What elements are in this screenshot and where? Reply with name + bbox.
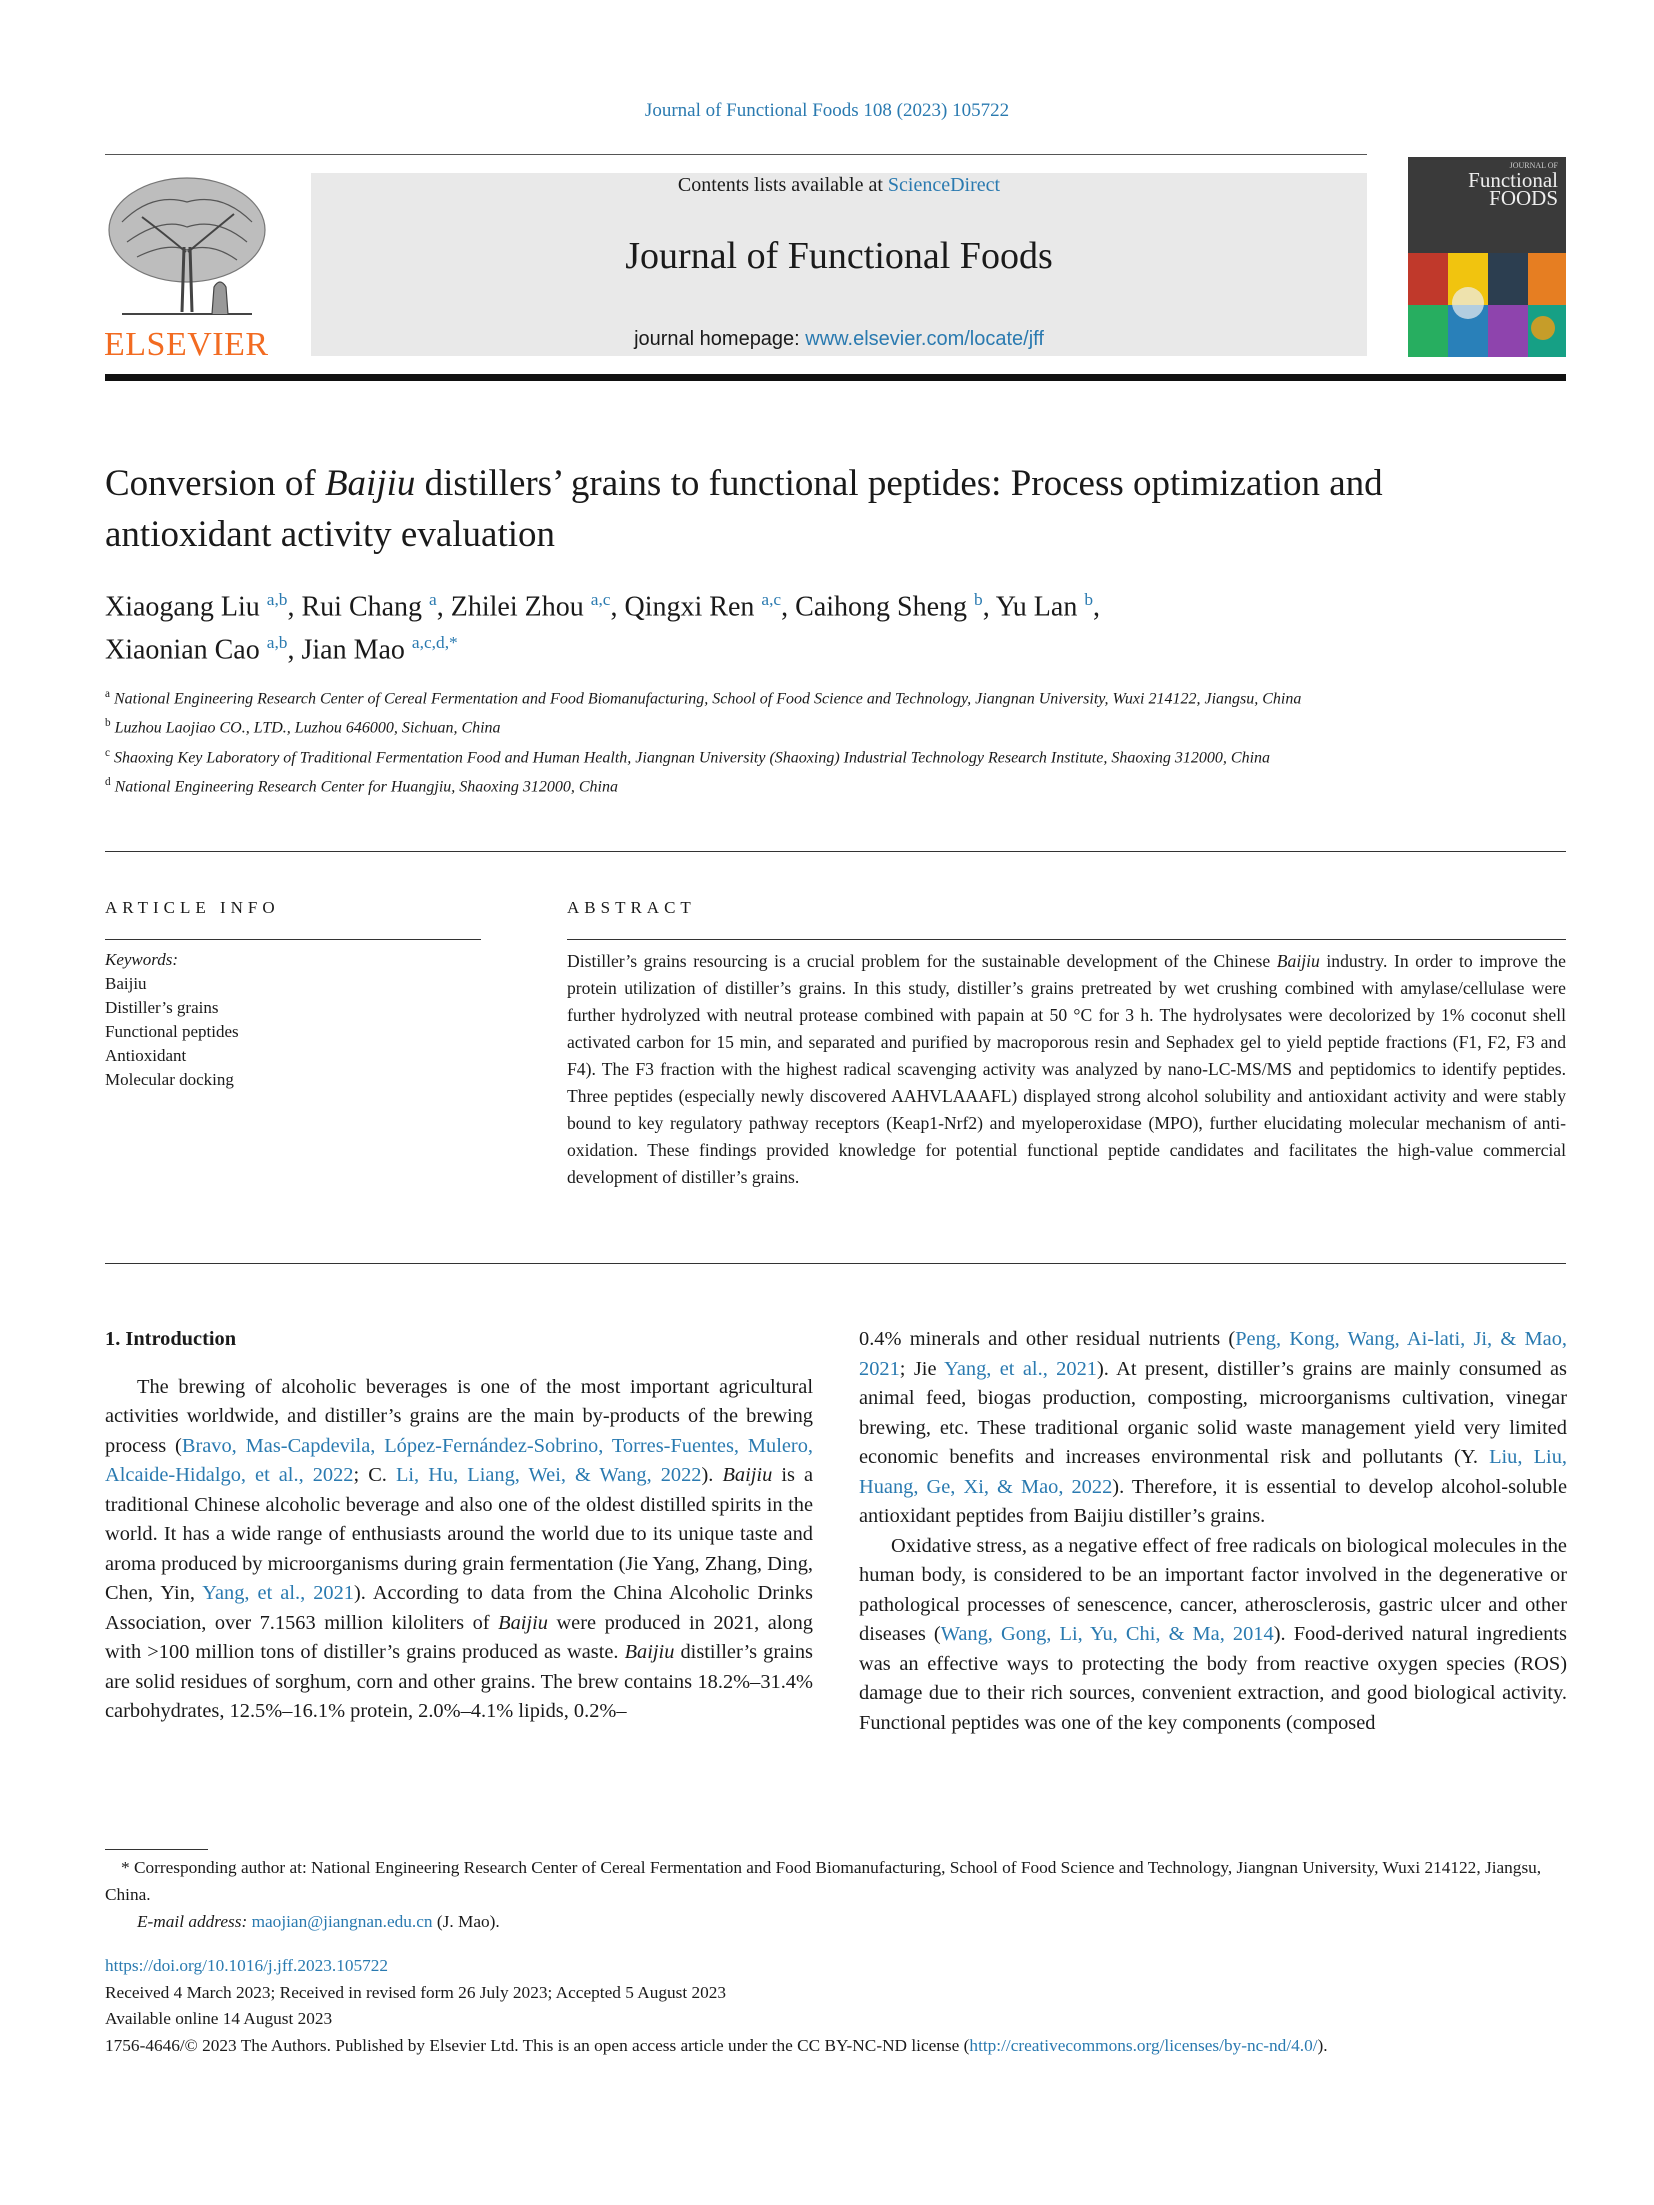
author-separator: , bbox=[781, 591, 796, 623]
cover-title bbox=[1408, 168, 1566, 210]
article-info-heading: ARTICLE INFO bbox=[105, 898, 280, 917]
received-dates: Received 4 March 2023; Received in revised form 26 July 2023; Accepted 5 August 2023 bbox=[105, 1982, 727, 2002]
author-separator: , bbox=[982, 591, 996, 623]
elsevier-wordmark: ELSEVIER bbox=[104, 326, 269, 363]
doi-link[interactable]: https://doi.org/10.1016/j.jff.2023.105722 bbox=[105, 1956, 389, 1975]
email-suffix: (J. Mao). bbox=[432, 1912, 500, 1931]
text: 0.4% minerals and other residual nutrients ( bbox=[859, 1328, 1236, 1350]
cover-title-line1: Functional bbox=[1468, 168, 1558, 192]
text: distiller’s grains are solid residues of sorghum, corn and other grains. The brew contains 18.2%–31.4% carbohydrates, 12.5%–16.1% protein, 2.0%–4.1% lipids, 0.2%– bbox=[105, 1641, 813, 1722]
citation-link[interactable]: Wang, Gong, Li, Yu, Chi, & Ma, 2014 bbox=[940, 1623, 1274, 1645]
author[interactable]: Yu Lan bbox=[995, 591, 1078, 623]
homepage-line bbox=[311, 328, 1367, 351]
corresp-text: Corresponding author at: National Engineering Research Center of Cereal Fermentation and Food Biomanufacturing, School of Food Science and Technology, Jiangnan University, Wuxi 214122, Jiangsu, China. bbox=[105, 1858, 1542, 1904]
italic-term: Baijiu bbox=[722, 1464, 773, 1486]
body-column-left bbox=[105, 1325, 813, 1727]
text: ; C. bbox=[353, 1464, 396, 1486]
author[interactable]: Qingxi Ren bbox=[624, 591, 755, 623]
affiliation bbox=[105, 711, 1405, 740]
author[interactable]: Zhilei Zhou bbox=[450, 591, 584, 623]
title-part-2: distillers’ grains to functional peptides: Process optimization and antioxidant activity evaluation bbox=[105, 463, 1383, 555]
elsevier-tree-icon bbox=[102, 172, 272, 322]
affiliation bbox=[105, 682, 1405, 711]
keyword: Baijiu bbox=[105, 974, 147, 993]
paragraph bbox=[859, 1325, 1567, 1532]
keyword: Functional peptides bbox=[105, 1022, 239, 1041]
journal-title: Journal of Functional Foods bbox=[625, 235, 1053, 277]
paragraph bbox=[105, 1373, 813, 1727]
author[interactable]: Caihong Sheng bbox=[795, 591, 968, 623]
text: ). Therefore, it is essential to develop alcohol-soluble antioxidant peptides from Baijiu distiller’s grains. bbox=[859, 1475, 1567, 1527]
affiliation-text: Shaoxing Key Laboratory of Traditional Fermentation Food and Human Health, Jiangnan University (Shaoxing) Industrial Technology Research Institute, Shaoxing 312000, China bbox=[113, 748, 1271, 766]
email-line bbox=[105, 1908, 1566, 1935]
divider bbox=[567, 939, 1566, 940]
article-title bbox=[105, 458, 1505, 560]
cover-title-line2: FOODS bbox=[1489, 186, 1558, 210]
divider bbox=[105, 851, 1566, 852]
affiliation bbox=[105, 770, 1405, 799]
citation-link[interactable]: Yang, et al., 2021 bbox=[944, 1357, 1097, 1380]
italic-term: Baijiu bbox=[624, 1641, 675, 1663]
license-end: ). bbox=[1317, 2035, 1328, 2055]
corresponding-author-note bbox=[105, 1854, 1566, 1935]
contents-line bbox=[311, 174, 1367, 197]
footnote-rule bbox=[105, 1849, 208, 1850]
author[interactable]: Xiaogang Liu bbox=[105, 591, 260, 623]
author-affiliation-sup[interactable]: b bbox=[974, 590, 983, 609]
corresp-line bbox=[105, 1854, 1566, 1908]
text: ; Jie bbox=[899, 1357, 945, 1380]
italic-term: Baijiu bbox=[498, 1611, 548, 1634]
citation-link[interactable]: Yang, et al., 2021 bbox=[202, 1582, 355, 1604]
author[interactable]: Xiaonian Cao bbox=[105, 634, 260, 666]
keyword: Distiller’s grains bbox=[105, 998, 219, 1017]
author-separator: , bbox=[436, 591, 451, 623]
abstract-part-2: industry. In order to improve the protein utilization of distiller’s grains. In this study, distiller’s grains pretreated by wet crushing combined with amylase/cellulase were further hydrolyzed with neutral protease combined with papain at 50 °C for 3 h. The hydrolysates were decolorized by 1% coconut shell activated carbon for 15 min, and separated and purified by macroporous resin and Sephadex gel to yield peptide fractions (F1, F2, F3 and F4). The F3 fraction with the highest radical scavenging activity was analyzed by nano-LC-MS/MS and peptidomics to identify peptides. Three peptides (especially newly discovered AAHVLAAAFL) displayed strong alcohol solubility and antioxidant activity and were stably bound to key regulatory pathway receptors (Keap1-Nrf2) and myeloperoxidase (MPO), further elucidating molecular mechanism of anti-oxidation. These findings provided knowledge for potential functional peptide candidates and facilitates the high-value commercial development of distiller’s grains. bbox=[567, 951, 1566, 1187]
homepage-prefix: journal homepage: bbox=[634, 328, 806, 350]
author-separator: , bbox=[1093, 591, 1101, 623]
affiliation-text: National Engineering Research Center for Huangjiu, Shaoxing 312000, China bbox=[114, 778, 618, 796]
license-line bbox=[105, 2033, 1566, 2060]
section-heading: 1. Introduction bbox=[105, 1328, 237, 1350]
citation-link[interactable]: Li, Hu, Liang, Wei, & Wang, 2022 bbox=[395, 1464, 702, 1486]
cover-artwork-icon bbox=[1408, 253, 1566, 357]
keyword: Molecular docking bbox=[105, 1070, 234, 1089]
license-link[interactable]: http://creativecommons.org/licenses/by-nc-nd/4.0/ bbox=[969, 2035, 1318, 2055]
citation-link[interactable]: Bravo, Mas-Capdevila, López-Fernández-Sobrino, Torres-Fuentes, Mulero, Alcaide-Hidalgo, et al., 2022 bbox=[105, 1434, 813, 1486]
text: were produced in 2021, along with >100 million tons of distiller’s grains produced as waste. bbox=[105, 1611, 813, 1663]
text: The brewing of alcoholic beverages is one of the most important agricultural activities worldwide, and distiller’s grains are the main by-products of the brewing process ( bbox=[105, 1375, 813, 1457]
top-rule bbox=[105, 154, 1367, 155]
abstract-part-1: Distiller’s grains resourcing is a crucial problem for the sustainable development of the Chinese bbox=[567, 951, 1277, 971]
affiliation-sup: b bbox=[105, 717, 111, 730]
affiliation bbox=[105, 741, 1405, 770]
keywords-label: Keywords: bbox=[105, 950, 179, 969]
license-text: 1756-4646/© 2023 The Authors. Published by Elsevier Ltd. This is an open access article under the CC BY-NC-ND license ( bbox=[105, 2035, 970, 2055]
author-affiliation-sup[interactable]: a,b bbox=[266, 633, 288, 653]
title-italic: Baijiu bbox=[324, 463, 416, 504]
title-part-1: Conversion of bbox=[105, 463, 325, 504]
affiliations bbox=[105, 682, 1405, 799]
citation-link[interactable]: Peng, Kong, Wang, Ai-lati, Ji, & Mao, 2021 bbox=[859, 1328, 1567, 1380]
affiliation-text: National Engineering Research Center of Cereal Fermentation and Food Biomanufacturing, School of Food Science and Technology, Jiangnan University, Wuxi 214122, Jiangsu, China bbox=[113, 690, 1302, 708]
author-affiliation-sup[interactable]: a,c bbox=[590, 590, 611, 609]
abstract-heading: ABSTRACT bbox=[567, 898, 696, 917]
abstract-italic: Baijiu bbox=[1276, 951, 1320, 971]
author-separator: , bbox=[287, 634, 302, 666]
author-affiliation-sup[interactable]: a,c,d,* bbox=[411, 633, 458, 653]
citation-link[interactable]: Liu, Liu, Huang, Ge, Xi, & Mao, 2022 bbox=[859, 1446, 1567, 1498]
divider bbox=[105, 939, 481, 940]
text: ). bbox=[701, 1464, 723, 1486]
affiliation-sup: c bbox=[105, 746, 110, 759]
text: is a traditional Chinese alcoholic beverage and also one of the oldest distilled spirits in the world. It has a wide range of enthusiasts around the world due to its unique taste and aroma produced by microorganisms during grain fermentation (Jie Yang, Zhang, Ding, Chen, Yin, bbox=[105, 1464, 813, 1604]
email-label: E-mail address: bbox=[137, 1912, 252, 1931]
publication-info bbox=[105, 1953, 1566, 2059]
affiliation-sup: d bbox=[105, 775, 111, 788]
cover-journal-of: JOURNAL OF bbox=[1509, 161, 1558, 170]
author-separator: , bbox=[287, 591, 302, 623]
author-list bbox=[105, 582, 1505, 669]
sciencedirect-link[interactable]: ScienceDirect bbox=[887, 174, 1001, 196]
author-affiliation-sup[interactable]: a,b bbox=[266, 590, 288, 609]
homepage-link[interactable]: www.elsevier.com/locate/jff bbox=[805, 328, 1044, 350]
corresp-star: * bbox=[121, 1858, 130, 1877]
abstract-text bbox=[567, 948, 1566, 1191]
author-affiliation-sup[interactable]: a,c bbox=[761, 590, 782, 609]
text: ). According to data from the China Alcoholic Drinks Association, over 7.1563 million kiloliters of bbox=[105, 1582, 813, 1634]
author-separator: , bbox=[610, 591, 625, 623]
author[interactable]: Jian Mao bbox=[301, 634, 405, 666]
available-online: Available online 14 August 2023 bbox=[105, 2009, 333, 2028]
author[interactable]: Rui Chang bbox=[301, 591, 423, 623]
affiliation-sup: a bbox=[105, 688, 110, 700]
text: Oxidative stress, as a negative effect of free radicals on biological molecules in the human body, is considered to be an important factor involved in the degenerative or pathological processes of senescence, cancer, atherosclerosis, gastric ulcer and other diseases ( bbox=[859, 1534, 1567, 1645]
running-head[interactable]: Journal of Functional Foods 108 (2023) 105722 bbox=[644, 100, 1010, 121]
text: ). At present, distiller’s grains are mainly consumed as animal feed, biogas production, composting, microorganisms cultivation, vinegar brewing, etc. These traditional organic solid waste management yield very limited economic benefits and increases environmental risk and pollutants (Y. bbox=[859, 1357, 1567, 1468]
text: ). Food-derived natural ingredients was an effective ways to protecting the body from reactive oxygen species (ROS) damage due to their rich sources, convenient extraction, and good biological activity. Functional peptides was one of the key components (composed bbox=[859, 1623, 1567, 1734]
body-column-right bbox=[859, 1325, 1567, 1738]
email-link[interactable]: maojian@jiangnan.edu.cn bbox=[251, 1912, 433, 1931]
divider bbox=[105, 1263, 1566, 1264]
author-affiliation-sup[interactable]: a bbox=[429, 590, 437, 609]
header-thick-rule bbox=[105, 374, 1566, 381]
affiliation-text: Luzhou Laojiao CO., LTD., Luzhou 646000, Sichuan, China bbox=[114, 719, 501, 737]
keywords-block bbox=[105, 948, 239, 1092]
author-affiliation-sup[interactable]: b bbox=[1084, 590, 1094, 609]
keyword: Antioxidant bbox=[105, 1046, 187, 1065]
journal-cover-thumbnail[interactable] bbox=[1408, 157, 1566, 357]
paragraph bbox=[859, 1532, 1567, 1739]
contents-prefix: Contents lists available at bbox=[677, 174, 888, 196]
